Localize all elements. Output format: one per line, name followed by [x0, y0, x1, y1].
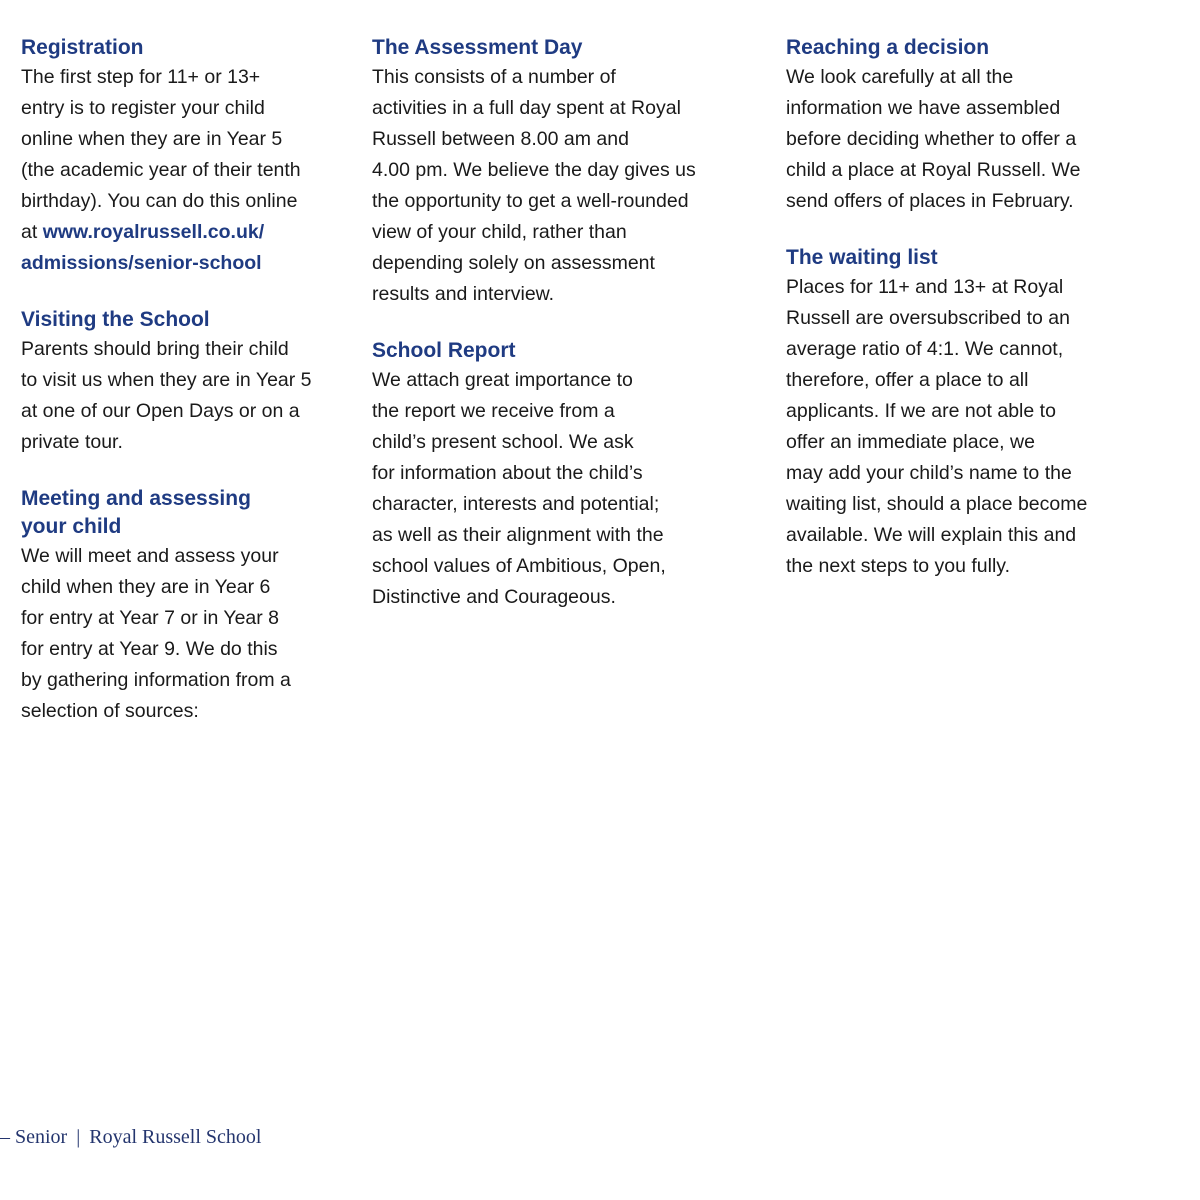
text-line: information we have assembled [786, 97, 1061, 119]
text-line: character, interests and potential; [372, 493, 660, 515]
text-line: birthday). You can do this online [21, 190, 298, 212]
heading-school-report: School Report [372, 339, 516, 362]
text-line: Places for 11+ and 13+ at Royal [786, 276, 1064, 298]
page-number: – [0, 1126, 10, 1148]
visiting-text [21, 334, 361, 458]
text-line: We attach great importance to [372, 369, 633, 391]
section-registration [21, 34, 361, 279]
text-line: The first step for 11+ or 13+ [21, 66, 261, 88]
heading-visiting: Visiting the School [21, 308, 210, 331]
text-line: depending solely on assessment [372, 252, 655, 274]
text-line: child a place at Royal Russell. We [786, 159, 1081, 181]
heading-assessment-day: The Assessment Day [372, 36, 583, 59]
text-line: for entry at Year 7 or in Year 8 [21, 607, 280, 629]
text-line: Distinctive and Courageous. [372, 586, 616, 608]
text-line: child when they are in Year 6 [21, 576, 271, 598]
text-line: online when they are in Year 5 [21, 128, 283, 150]
text-line: may add your child’s name to the [786, 462, 1072, 484]
text-line-link [21, 248, 361, 279]
text-line: Russell between 8.00 am and [372, 128, 629, 150]
assessment-day-text [372, 62, 752, 310]
text-line: (the academic year of their tenth [21, 159, 301, 181]
text-line: results and interview. [372, 283, 555, 305]
text-line: the opportunity to get a well-rounded [372, 190, 689, 212]
column-3 [786, 34, 1156, 582]
admissions-link-continued[interactable]: admissions/senior-school [21, 252, 262, 274]
section-school-report [372, 337, 752, 613]
reaching-decision-text [786, 62, 1156, 217]
text-line: view of your child, rather than [372, 221, 627, 243]
heading-line: your child [21, 515, 122, 538]
meeting-text [21, 541, 361, 727]
section-visiting [21, 306, 361, 458]
heading-reaching-decision: Reaching a decision [786, 36, 990, 59]
page-footer [0, 1122, 261, 1152]
section-meeting [21, 485, 361, 727]
text-line: offer an immediate place, we [786, 431, 1035, 453]
text-line: entry is to register your child [21, 97, 265, 119]
text-line: school values of Ambitious, Open, [372, 555, 666, 577]
text-line: 4.00 pm. We believe the day gives us [372, 159, 696, 181]
text-line: therefore, offer a place to all [786, 369, 1029, 391]
column-2 [372, 34, 752, 613]
section-waiting-list [786, 244, 1156, 582]
text-line: available. We will explain this and [786, 524, 1077, 546]
section-reaching-decision [786, 34, 1156, 217]
waiting-list-text [786, 272, 1156, 582]
text-line: at one of our Open Days or on a [21, 400, 300, 422]
text-line: send offers of places in February. [786, 190, 1074, 212]
text-line: applicants. If we are not able to [786, 400, 1056, 422]
column-1 [21, 34, 361, 727]
text-line: before deciding whether to offer a [786, 128, 1077, 150]
school-report-text [372, 365, 752, 613]
text-line: the next steps to you fully. [786, 555, 1011, 577]
link-prefix: at [21, 221, 43, 243]
text-line: waiting list, should a place become [786, 493, 1088, 515]
text-line: child’s present school. We ask [372, 431, 634, 453]
text-line: for information about the child’s [372, 462, 643, 484]
text-line: the report we receive from a [372, 400, 615, 422]
text-line: average ratio of 4:1. We cannot, [786, 338, 1064, 360]
text-line: This consists of a number of [372, 66, 616, 88]
admissions-link[interactable]: www.royalrussell.co.uk/ [42, 221, 265, 243]
text-line: selection of sources: [21, 700, 199, 722]
text-line: We look carefully at all the [786, 66, 1014, 88]
text-line: to visit us when they are in Year 5 [21, 369, 312, 391]
heading-line: Meeting and assessing [21, 487, 251, 510]
text-line: for entry at Year 9. We do this [21, 638, 278, 660]
registration-text [21, 62, 361, 279]
text-line-with-link [21, 217, 361, 248]
heading-waiting-list: The waiting list [786, 246, 938, 269]
text-line: Russell are oversubscribed to an [786, 307, 1070, 329]
text-line: as well as their alignment with the [372, 524, 664, 546]
footer-separator: | [76, 1126, 81, 1148]
text-line: private tour. [21, 431, 123, 453]
text-line: activities in a full day spent at Royal [372, 97, 681, 119]
section-assessment-day [372, 34, 752, 310]
heading-meeting [21, 485, 361, 541]
text-line: Parents should bring their child [21, 338, 289, 360]
heading-registration: Registration [21, 36, 144, 59]
footer-section-label: Senior [15, 1126, 68, 1148]
text-line: by gathering information from a [21, 669, 291, 691]
text-line: We will meet and assess your [21, 545, 279, 567]
footer-school-name: Royal Russell School [89, 1126, 262, 1148]
